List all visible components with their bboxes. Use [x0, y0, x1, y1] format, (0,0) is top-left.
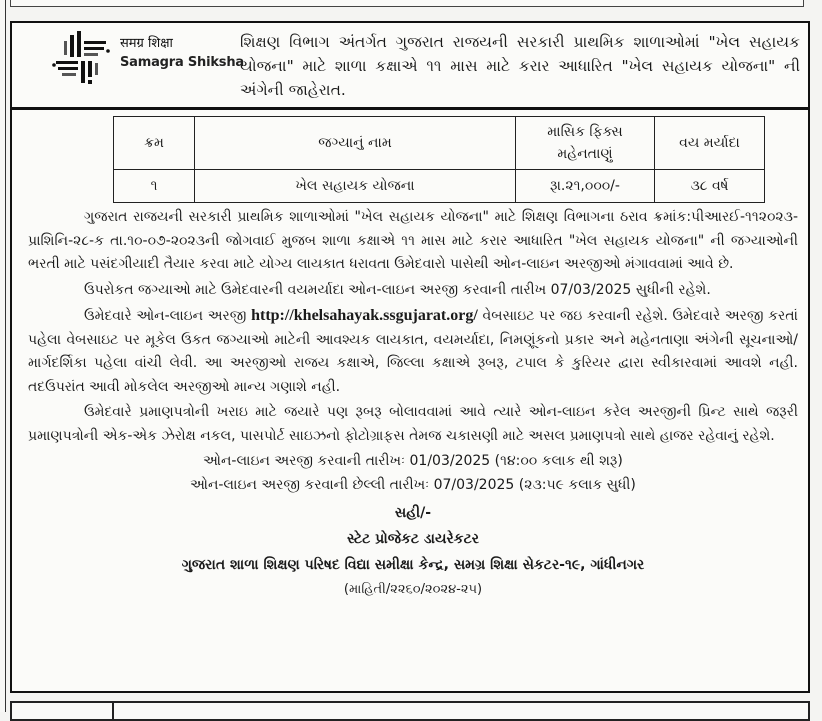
- header-serial: ક્રમ: [114, 117, 195, 170]
- page-edge: [0, 0, 6, 712]
- header-monthly-salary: માસિક ફિક્સ મહેનતાણું: [516, 117, 655, 170]
- paragraph-application-process: [28, 304, 798, 399]
- logo-text: [120, 33, 244, 70]
- table-row: [114, 170, 765, 203]
- header-post-name: જગ્યાનું નામ: [195, 117, 516, 170]
- previous-notice-fragment: [10, 0, 804, 7]
- signature-block: [28, 500, 798, 578]
- signature-mark: સહી/-: [394, 505, 432, 521]
- application-dates: [28, 450, 798, 497]
- header-age-limit: વય મર્યાદા: [655, 117, 765, 170]
- cell-age-limit: ૩૮ વર્ષ: [655, 170, 765, 203]
- notice-title: શિક્ષણ વિભાગ અંતર્ગત ગુજરાત રાજયની સરકારી પ્રાથમિક શાળાઓમાં "ખેલ સહાયક યોજના" માટે શાળા કક્ષાએ ૧૧ માસ માટે કરાર આધારિત "ખેલ સહાયક યોજના" ની અંગેની જાહેરાત.: [240, 33, 800, 99]
- reference-number: (માહિતી/૨૨૬૦/૨૦૨૪-૨૫): [343, 582, 483, 597]
- paragraph-document-verification: ઉમેદવારે પ્રમાણપત્રોની ખરાઇ માટે જયારે પણ રૂબરૂ બોલાવવામાં આવે ત્યારે ઓન-લાઇન કરેલ અરજીની પ્રિન્ટ સાથે જરૂરી પ્રમાણપત્રોની એક-એક ઝેરોક્ષ નકલ, પાસપોર્ટ સાઇઝનો ફોટોગ્રાફસ તેમજ ચકાસણી માટે અસલ પ્રમાણપત્રો સાથે હાજર રહેવાનું રહેશે.: [28, 404, 798, 444]
- logo-english-name: Samagra Shiksha: [120, 55, 244, 70]
- column-divider: [112, 703, 114, 719]
- application-instructions: વેબસાઇટ પર જઇ કરવાની રહેશે. ઉમેદવારે અરજી કરતાં પહેલા વેબસાઇટ પર મૂકેલ ઉકત જગ્યાઓ માટેની આવશ્યક લાયકાત, વયમર્યાદા, નિમણૂંકનો પ્રકાર અને મહેનતાણા અંગેની સૂચનાઓ/માર્ગદર્શિકા પહેલા વાંચી લેવી. આ અરજીઓ રાજય કક્ષાએ, જિલ્લા કક્ષાએ રૂબરૂ, ટપાલ કે કુરિયર દ્વારા સ્વીકારવામાં આવશે નહી. તદઉપરાંત આવી મોકલેલ અરજીઓ માન્ય ગણાશે નહી.: [28, 308, 798, 395]
- table-header-row: [114, 117, 765, 170]
- notice-body: [28, 206, 798, 602]
- notice-header: [12, 23, 808, 110]
- samagra-shiksha-logo-icon: [50, 29, 112, 89]
- application-website-link[interactable]: http://khelsahayak.ssgujarat.org/: [251, 307, 478, 324]
- apply-online-label: ઉમેદવારે ઓન-લાઇન અરજી: [84, 308, 247, 324]
- cell-post-name: ખેલ સહાયક યોજના: [195, 170, 516, 203]
- recruitment-notice: [10, 21, 810, 693]
- application-start-date: ઓન-લાઇન અરજી કરવાની તારીખઃ 01/03/2025 (૧૪:૦૦ કલાક થી શરૂ): [203, 453, 623, 469]
- paragraph-intro: ગુજરાત રાજયની સરકારી પ્રાથમિક શાળાઓમાં "ખેલ સહાયક યોજના" માટે શિક્ષણ વિભાગના ઠરાવ ક્રમાંક:પીઆરઈ-૧૧૨૦૨૩-પ્રાશિનિ-૨૮-ક તા.૧૦-૦૭-૨૦૨૩ની જોગવાઈ મુજબ શાળા કક્ષાએ ૧૧ માસ માટે કરાર આધારિત "ખેલ સહાયક યોજના" ની જગ્યાઓની ભરતી માટે પસંદગીયાદી તૈયાર કરવા માટે યોગ્ય લાયકાત ધરાવતા ઉમેદવારો પાસેથી ઓન-લાઇન અરજીઓ મંગાવવામાં આવે છે.: [28, 209, 798, 272]
- signatory-designation: સ્ટેટ પ્રોજેકટ ડાયરેકટર: [347, 531, 479, 547]
- posts-table: [113, 116, 765, 203]
- cell-salary: રૂા.૨૧,૦૦૦/-: [516, 170, 655, 203]
- signatory-office: ગુજરાત શાળા શિક્ષણ પરિષદ વિદ્યા સમીક્ષા કેન્દ્ર, સમગ્ર શિક્ષા સેકટર-૧૯, ગાંધીનગર: [181, 557, 645, 573]
- cell-serial: ૧: [114, 170, 195, 203]
- application-end-date: ઓન-લાઇન અરજી કરવાની છેલ્લી તારીખઃ 07/03/2025 (૨૩:૫૯ કલાક સુધી): [190, 476, 636, 493]
- next-notice-fragment: [10, 701, 810, 721]
- logo-hindi-name: समग्र शिक्षा: [120, 36, 173, 51]
- paragraph-age-limit: ઉપરોકત જગ્યાઓ માટે ઉમેદવારની વયમર્યાદા ઓન-લાઇન અરજી કરવાની તારીખ 07/03/2025 સુધીની રહેશે.: [84, 281, 711, 298]
